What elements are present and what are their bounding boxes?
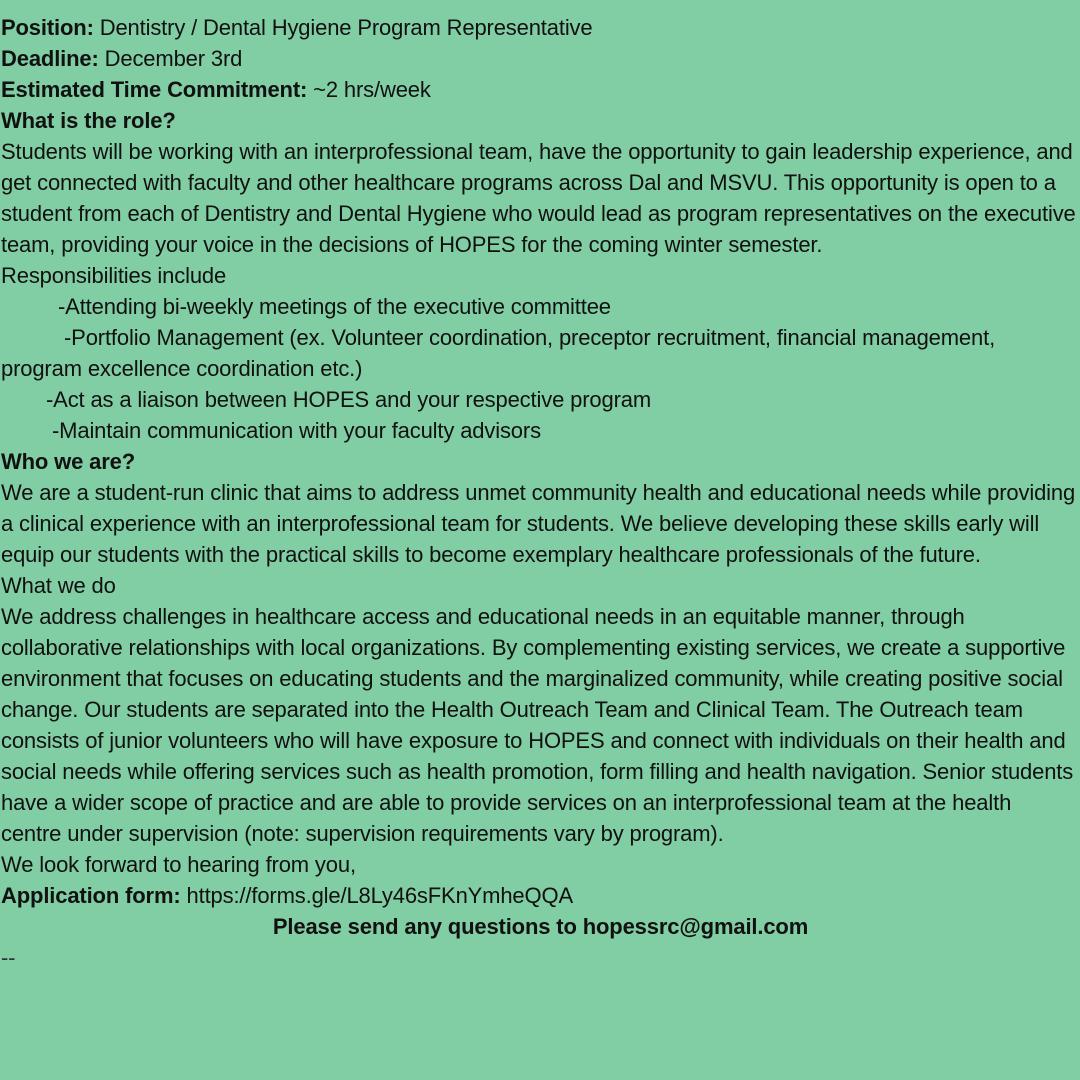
signature-dash: -- [1, 945, 16, 970]
time-commitment-line [1, 74, 1080, 105]
application-link[interactable]: https://forms.gle/L8Ly46sFKnYmheQQA [180, 883, 573, 908]
deadline-label: Deadline: [1, 46, 99, 71]
position-line [1, 12, 1080, 43]
role-paragraph: Students will be working with an interprofessional team, have the opportunity to gain leadership experience, and get connected with faculty and other healthcare programs across Dal and MSVU. This opportunity is open to a student from each of Dentistry and Dental Hygiene who would lead as program representatives on the executive team, providing your voice in the decisions of HOPES for the coming winter semester. [1, 139, 1076, 257]
who-paragraph: We are a student-run clinic that aims to address unmet community health and educational needs while providing a clinical experience with an interprofessional team for students. We believe developing these skills early will equip our students with the practical skills to become exemplary healthcare professionals of the future. [1, 480, 1076, 567]
responsibility-item-continued: program excellence coordination etc.) [1, 356, 363, 381]
what-heading: What we do [1, 573, 116, 598]
what-paragraph: We address challenges in healthcare access and educational needs in an equitable manner, through collaborative relationships with local organizations. By complementing existing services, we create a supportive environment that focuses on educating students and the marginalized community, while creating positive social change. Our students are separated into the Health Outreach Team and Clinical Team. The Outreach team consists of junior volunteers who will have exposure to HOPES and connect with individuals on their health and social needs while offering services such as health promotion, form filling and health navigation. Senior students have a wider scope of practice and are able to provide services on an interprofessional team at the health centre under supervision (note: supervision requirements vary by program). [1, 604, 1074, 846]
application-label: Application form: [1, 883, 181, 908]
application-line [1, 880, 1080, 911]
time-commitment-label: Estimated Time Commitment: [1, 77, 308, 102]
responsibility-item: -Portfolio Management (ex. Volunteer coordination, preceptor recruitment, financial management, [64, 325, 996, 350]
role-heading: What is the role? [1, 108, 176, 133]
responsibility-item: -Act as a liaison between HOPES and your respective program [46, 387, 652, 412]
responsibilities-intro: Responsibilities include [1, 263, 227, 288]
closing-line: We look forward to hearing from you, [1, 852, 356, 877]
responsibility-item: -Maintain communication with your faculty advisors [52, 418, 541, 443]
responsibility-item: -Attending bi-weekly meetings of the executive committee [58, 294, 611, 319]
time-commitment-value: ~2 hrs/week [307, 77, 431, 102]
position-value: Dentistry / Dental Hygiene Program Representative [93, 15, 593, 40]
deadline-value: December 3rd [98, 46, 243, 71]
deadline-line [1, 43, 1080, 74]
contact-line: Please send any questions to hopessrc@gmail.com [272, 914, 809, 939]
who-heading: Who we are? [1, 449, 136, 474]
position-label: Position: [1, 15, 94, 40]
